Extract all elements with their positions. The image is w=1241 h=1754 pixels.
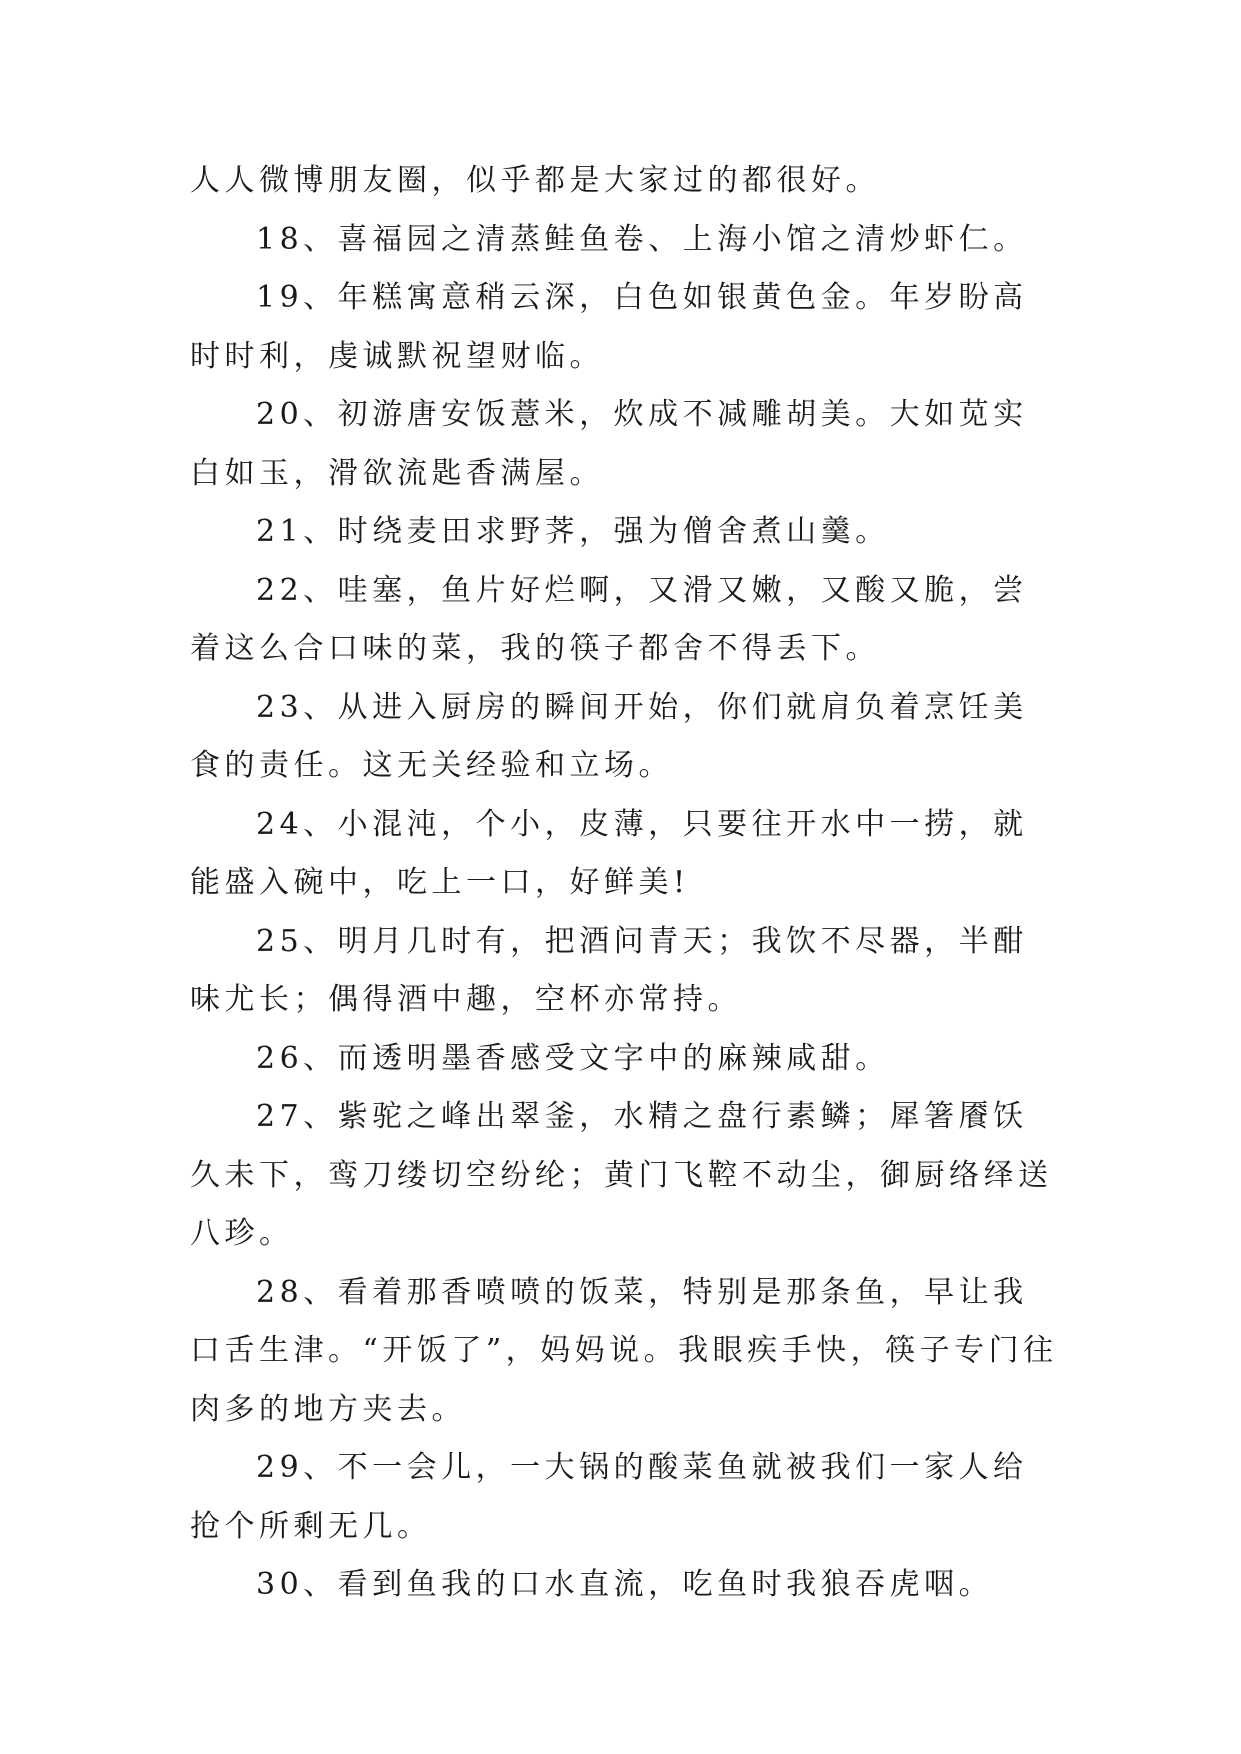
paragraph-27: 27、紫驼之峰出翠釜，水精之盘行素鳞；犀箸餍饫久未下，鸾刀缕切空纷纶；黄门飞鞚不动尘，御厨络绎送八珍。 — [190, 1099, 1053, 1251]
paragraph-26: 26、而透明墨香感受文字中的麻辣咸甜。 — [256, 1040, 890, 1076]
paragraph-29: 29、不一会儿，一大锅的酸菜鱼就被我们一家人给抢个所剩无几。 — [190, 1450, 1028, 1544]
paragraph-25: 25、明月几时有，把酒问青天；我饮不尽器，半酣味尤长；偶得酒中趣，空杯亦常持。 — [190, 923, 1028, 1017]
paragraph-30: 30、看到鱼我的口水直流，吃鱼时我狼吞虎咽。 — [256, 1567, 994, 1602]
paragraph-28: 28、看着那香喷喷的饭菜，特别是那条鱼，早让我口舌生津。“开饭了”，妈妈说。我眼疾手快，筷子专门往肉多的地方夹去。 — [190, 1274, 1058, 1427]
paragraph-20: 20、初游唐安饭薏米，炊成不减雕胡美。大如苋实白如玉，滑欲流匙香满屋。 — [190, 397, 1028, 491]
paragraph-18: 18、喜福园之清蒸鲑鱼卷、上海小馆之清炒虾仁。 — [256, 221, 1028, 257]
paragraph-24: 24、小混沌，个小，皮薄，只要往开水中一捞，就能盛入碗中，吃上一口，好鲜美! — [190, 806, 1028, 900]
paragraph-continuation: 人人微博朋友圈，似乎都是大家过的都很好。 — [190, 163, 880, 198]
paragraph-21: 21、时绕麦田求野荠，强为僧舍煮山羹。 — [256, 514, 890, 549]
paragraph-23: 23、从进入厨房的瞬间开始，你们就肩负着烹饪美食的责任。这无关经验和立场。 — [190, 689, 1028, 783]
paragraph-19: 19、年糕寓意稍云深，白色如银黄色金。年岁盼高时时利，虔诚默祝望财临。 — [190, 280, 1028, 374]
paragraph-22: 22、哇塞，鱼片好烂啊，又滑又嫩，又酸又脆，尝着这么合口味的菜，我的筷子都舍不得丢下。 — [190, 572, 1028, 666]
document-body — [190, 152, 1060, 1615]
